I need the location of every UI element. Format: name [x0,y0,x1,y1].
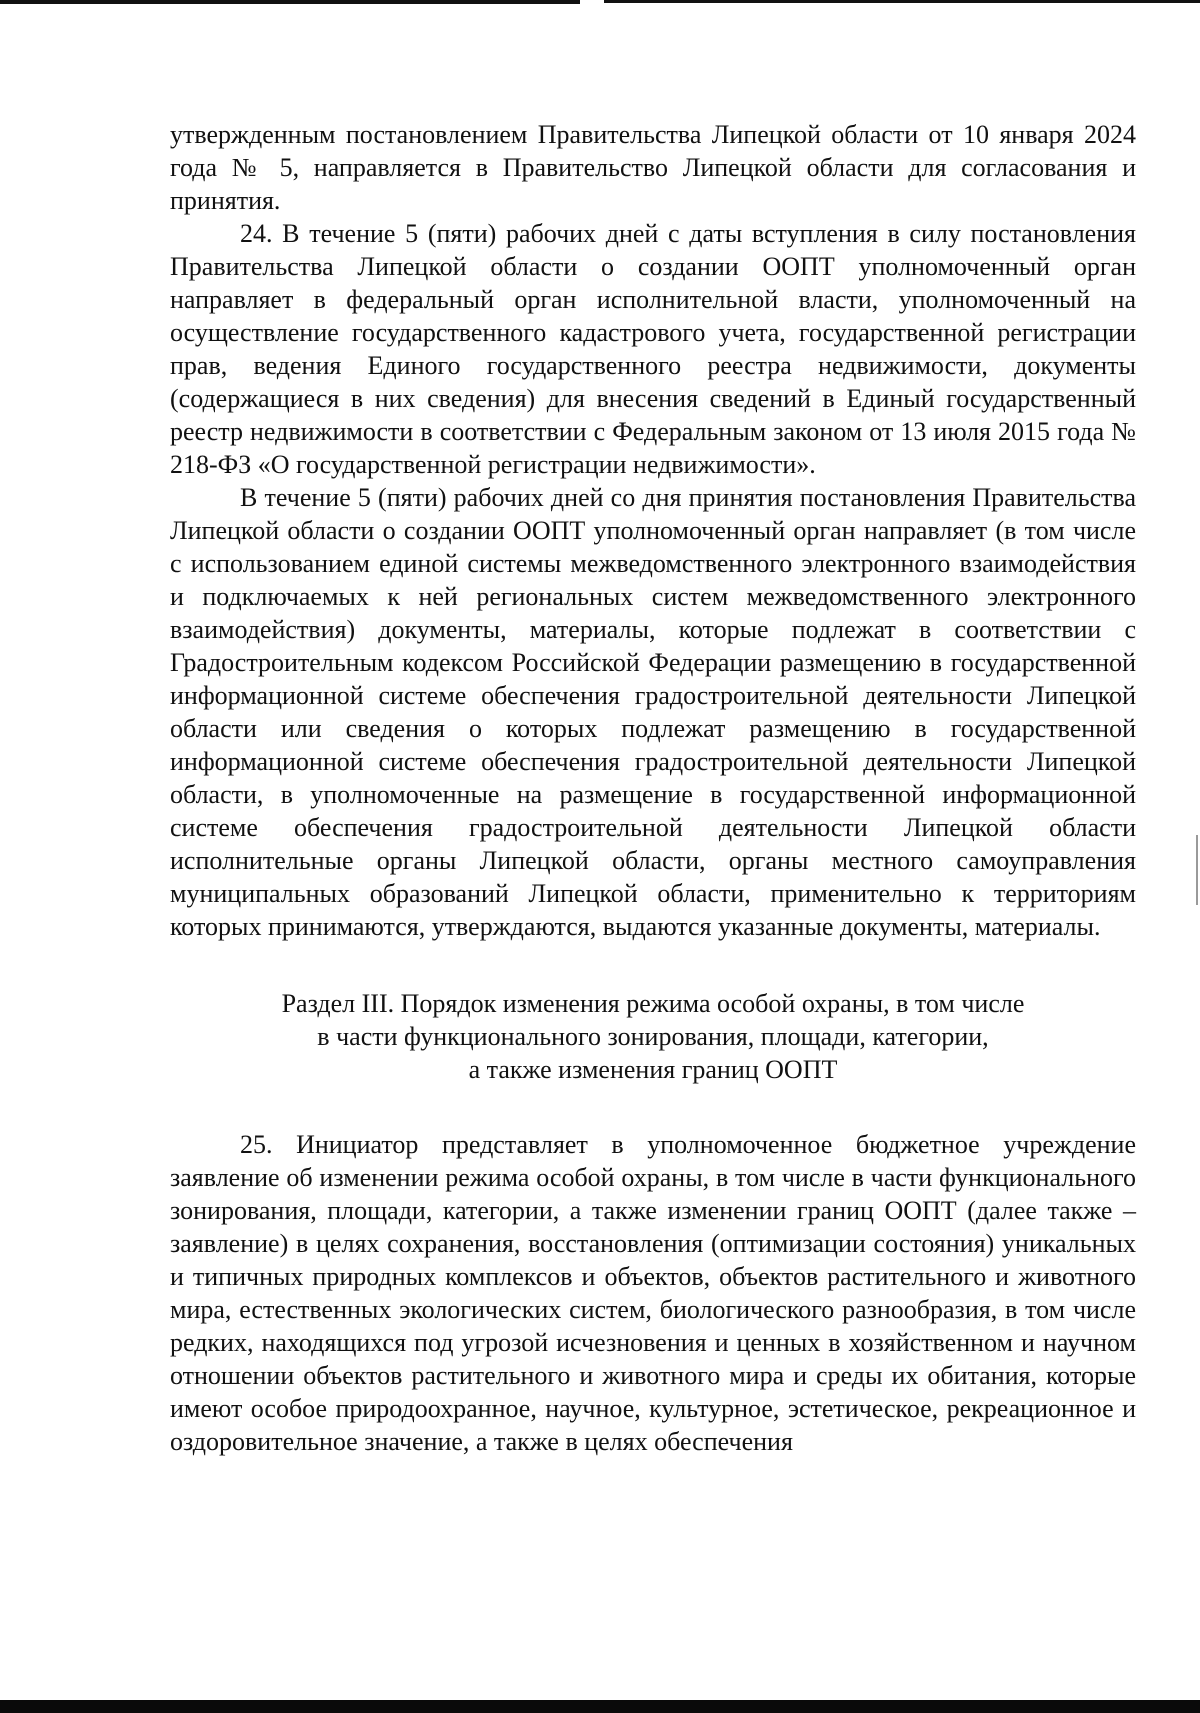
scan-edge-top-left [0,0,580,4]
paragraph-continuation: утвержденным постановлением Правительства Липецкой области от 10 января 2024 года № 5, направляется в Правительство Липецкой области для согласования и принятия. [170,120,1136,215]
scan-edge-top-right [604,0,1200,3]
document-page [170,118,1136,1458]
paragraph-item-25: 25. Инициатор представляет в уполномоченное бюджетное учреждение заявление об изменении режима особой охраны, в том числе в части функционального зонирования, площади, категории, а также изменении границ ООПТ (далее также – заявление) в целях сохранения, восстановления (оптимизации состояния) уникальных и типичных природных комплексов и объектов, объектов растительного и животного мира, естественных экологических систем, биологического разнообразия, в том числе редких, находящихся под угрозой исчезновения и ценных в хозяйственном и научном отношении объектов растительного и животного мира и среды их обитания, которые имеют особое природоохранное, научное, культурное, эстетическое, рекреационное и оздоровительное значение, а также в целях обеспечения [170,1130,1136,1456]
scan-edge-bottom [0,1700,1200,1713]
paragraph-item-24: 24. В течение 5 (пяти) рабочих дней с даты вступления в силу постановления Правительства Липецкой области о создании ООПТ уполномоченный орган направляет в федеральный орган исполнительной власти, уполномоченный на осуществление государственного кадастрового учета, государственной регистрации прав, ведения Единого государственного реестра недвижимости, документы (содержащиеся в них сведения) для внесения сведений в Единый государственный реестр недвижимости в соответствии с Федеральным законом от 13 июля 2015 года № 218-ФЗ «О государственной регистрации недвижимости». [170,219,1136,479]
section-heading: Раздел III. Порядок изменения режима особой охраны, в том числе в части функционального зонирования, площади, категории, а также изменения границ ООПТ [281,989,1025,1084]
paragraph-item-24-part-2: В течение 5 (пяти) рабочих дней со дня принятия постановления Правительства Липецкой области о создании ООПТ уполномоченный орган направляет (в том числе с использованием единой системы межведомственного электронного взаимодействия и подключаемых к ней региональных систем межведомственного электронного взаимодействия) документы, материалы, которые подлежат в соответствии с Градостроительным кодексом Российской Федерации размещению в государственной информационной системе обеспечения градостроительной деятельности Липецкой области или сведения о которых подлежат размещению в государственной информационной системе обеспечения градостроительной деятельности Липецкой области, в уполномоченные на размещение в государственной информационной системе обеспечения градостроительной деятельности Липецкой области исполнительные органы Липецкой области, органы местного самоуправления муниципальных образований Липецкой области, применительно к территориям которых принимаются, утверждаются, выдаются указанные документы, материалы. [170,483,1136,941]
scan-edge-mark [1196,835,1198,905]
